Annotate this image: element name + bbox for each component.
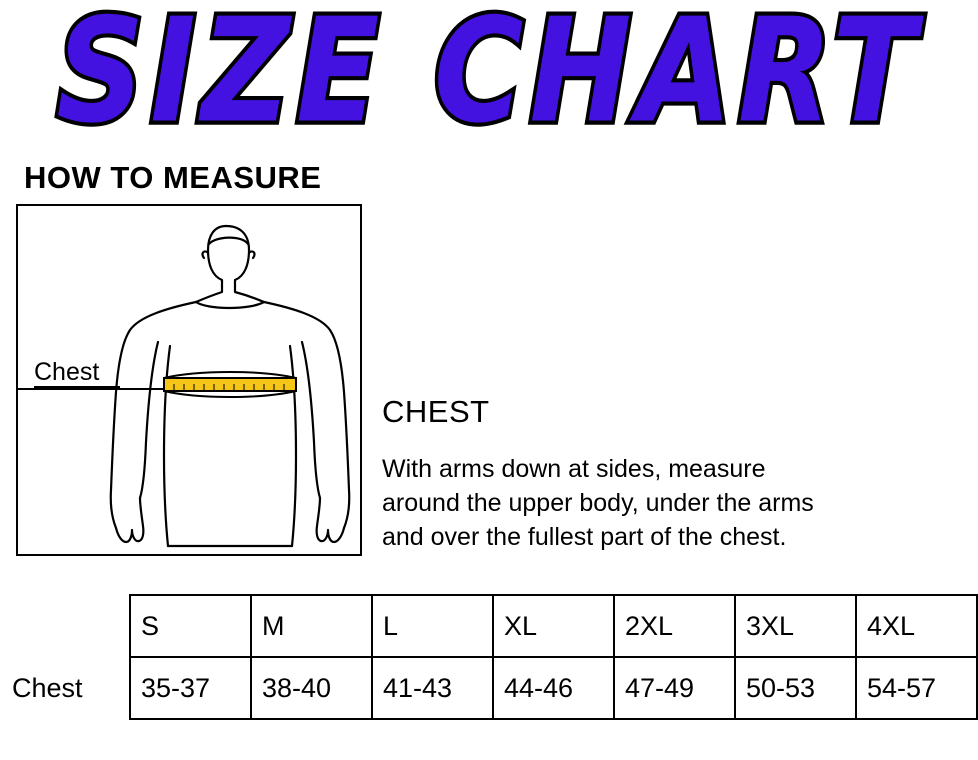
description-body	[382, 452, 978, 554]
description-heading: CHEST	[382, 394, 490, 429]
cell-chest-s: 35-37	[130, 657, 251, 719]
page-title	[0, 0, 978, 155]
table-row	[0, 657, 977, 719]
cell-chest-3xl: 50-53	[735, 657, 856, 719]
table-header-s: S	[130, 595, 251, 657]
table-header-row	[0, 595, 977, 657]
cell-chest-m: 38-40	[251, 657, 372, 719]
table-header-3xl: 3XL	[735, 595, 856, 657]
how-to-measure-heading: HOW TO MEASURE	[24, 160, 322, 195]
table-header-2xl: 2XL	[614, 595, 735, 657]
row-label-chest: Chest	[12, 672, 83, 703]
cell-chest-l: 41-43	[372, 657, 493, 719]
figure-chest-label: Chest	[34, 358, 100, 386]
cell-chest-2xl: 47-49	[614, 657, 735, 719]
description-line-3: and over the fullest part of the chest.	[382, 523, 787, 551]
cell-chest-xl: 44-46	[493, 657, 614, 719]
size-chart-table	[0, 594, 978, 720]
tape-measure-icon	[164, 372, 296, 397]
figure-chest-label-underline	[34, 386, 120, 388]
page-title-text: SIZE CHART	[56, 0, 922, 155]
table-corner-cell	[0, 595, 130, 657]
description-line-1: With arms down at sides, measure	[382, 455, 766, 483]
description-line-2: around the upper body, under the arms	[382, 489, 814, 517]
table-header-xl: XL	[493, 595, 614, 657]
cell-chest-4xl: 54-57	[856, 657, 977, 719]
table-header-4xl: 4XL	[856, 595, 977, 657]
table-header-l: L	[372, 595, 493, 657]
table-header-m: M	[251, 595, 372, 657]
